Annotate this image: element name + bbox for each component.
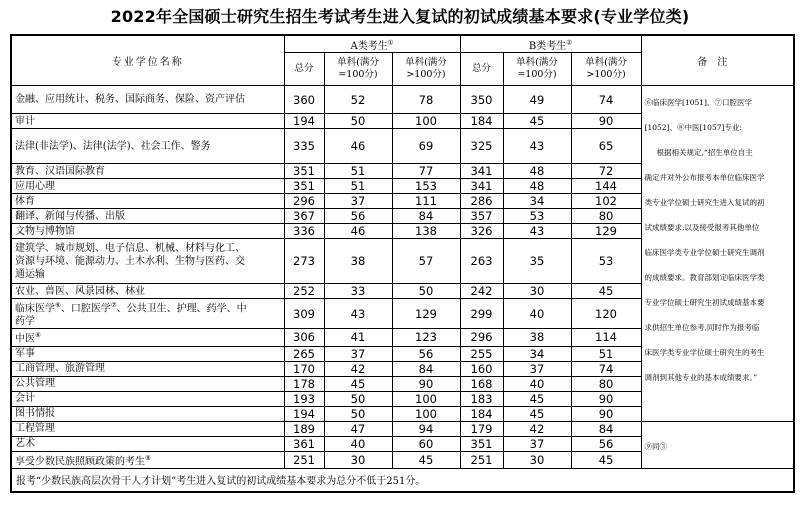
a-single100: 50 <box>324 114 392 129</box>
b-total: 326 <box>460 224 503 239</box>
a-total: 360 <box>284 86 324 114</box>
remarks-bottom: ⑨同③ <box>641 421 794 468</box>
remarks-line: 床医学类专业学位硕士研究生的考生 <box>644 348 765 357</box>
remarks-line: 调剂到其他专业的基本成绩要求。” <box>644 373 758 382</box>
a-single100: 50 <box>324 391 392 406</box>
remarks-line: 临床医学类专业学位硕士研究生调剂 <box>644 248 765 257</box>
b-single100: 38 <box>503 329 571 346</box>
a-total: 361 <box>284 436 324 451</box>
header-b-single100 <box>503 53 571 86</box>
a-single-gt100: 153 <box>392 179 460 194</box>
a-total: 170 <box>284 361 324 376</box>
b-single-gt100: 53 <box>571 239 641 284</box>
a-single100: 42 <box>324 361 392 376</box>
program-name: 审计 <box>11 114 284 129</box>
footnote-mark: ⑥ <box>55 301 61 309</box>
a-single100: 30 <box>324 451 392 468</box>
a-single100: 46 <box>324 224 392 239</box>
header-b-single100-line1: 单科(满分 <box>516 57 558 68</box>
b-total: 184 <box>460 114 503 129</box>
header-program-name: 专业学位名称 <box>11 35 284 86</box>
table-footer-row <box>11 468 794 492</box>
program-name: 图书情报 <box>11 406 284 421</box>
footer-note: 报考“少数民族高层次骨干人才计划”考生进入复试的初试成绩基本要求为总分不低于251分。 <box>11 468 794 492</box>
b-single100: 43 <box>503 224 571 239</box>
b-total: 168 <box>460 376 503 391</box>
b-single100: 53 <box>503 209 571 224</box>
b-single100: 40 <box>503 376 571 391</box>
program-name-line: 通运输 <box>15 268 45 280</box>
b-total: 251 <box>460 451 503 468</box>
b-single100: 35 <box>503 239 571 284</box>
header-group-b-note: ② <box>566 38 573 47</box>
a-single-gt100: 50 <box>392 284 460 299</box>
b-total: 179 <box>460 421 503 436</box>
b-single-gt100: 144 <box>571 179 641 194</box>
b-single100: 37 <box>503 436 571 451</box>
b-single-gt100: 74 <box>571 361 641 376</box>
a-single100: 33 <box>324 284 392 299</box>
a-total: 306 <box>284 329 324 346</box>
a-single-gt100: 56 <box>392 346 460 361</box>
program-name-part: 、口腔医学 <box>60 303 111 315</box>
b-single100: 48 <box>503 164 571 179</box>
a-total: 189 <box>284 421 324 436</box>
b-total: 286 <box>460 194 503 209</box>
b-single-gt100: 74 <box>571 86 641 114</box>
program-name: 会计 <box>11 391 284 406</box>
a-single-gt100: 77 <box>392 164 460 179</box>
a-single-gt100: 90 <box>392 376 460 391</box>
b-single-gt100: 56 <box>571 436 641 451</box>
a-total: 351 <box>284 164 324 179</box>
a-total: 252 <box>284 284 324 299</box>
header-b-total: 总分 <box>460 53 503 86</box>
header-a-single100-line1: 单科(满分 <box>337 57 379 68</box>
header-b-single-gt100 <box>571 53 641 86</box>
remarks-line: 确定并对外公布报考本单位临床医学 <box>644 173 765 182</box>
a-total: 251 <box>284 451 324 468</box>
a-single100: 37 <box>324 194 392 209</box>
header-b-single-gt100-line1: 单科(满分 <box>585 57 627 68</box>
program-name-part: 药学 <box>15 316 35 328</box>
page-title: 2022年全国硕士研究生招生考试考生进入复试的初试成绩基本要求(专业学位类) <box>110 7 690 26</box>
a-total: 273 <box>284 239 324 284</box>
a-single100: 47 <box>324 421 392 436</box>
b-single-gt100: 72 <box>571 164 641 179</box>
header-group-a-note: ① <box>387 38 394 47</box>
b-total: 351 <box>460 436 503 451</box>
b-single-gt100: 51 <box>571 346 641 361</box>
program-name: 翻译、新闻与传播、出版 <box>11 209 284 224</box>
b-single-gt100: 120 <box>571 299 641 329</box>
remarks-line: 的成绩要求。教育部划定临床医学类 <box>644 273 765 282</box>
b-total: 296 <box>460 329 503 346</box>
a-single-gt100: 60 <box>392 436 460 451</box>
remarks-line: 专业学位硕士研究生初试成绩基本要 <box>644 298 765 307</box>
b-single100: 37 <box>503 361 571 376</box>
b-total: 299 <box>460 299 503 329</box>
b-single100: 42 <box>503 421 571 436</box>
program-name: 教育、汉语国际教育 <box>11 164 284 179</box>
a-single-gt100: 84 <box>392 361 460 376</box>
b-total: 242 <box>460 284 503 299</box>
program-name: 应用心理 <box>11 179 284 194</box>
program-name-line: 资源与环境、能源动力、土木水利、生物与医药、交 <box>15 255 245 267</box>
b-total: 325 <box>460 129 503 164</box>
b-total: 263 <box>460 239 503 284</box>
header-a-single100 <box>324 53 392 86</box>
b-single-gt100: 90 <box>571 391 641 406</box>
header-remarks: 备注 <box>641 35 794 86</box>
a-single-gt100: 69 <box>392 129 460 164</box>
b-single-gt100: 129 <box>571 224 641 239</box>
a-single100: 38 <box>324 239 392 284</box>
a-single100: 50 <box>324 406 392 421</box>
program-name-part: 临床医学 <box>15 303 55 315</box>
a-single-gt100: 78 <box>392 86 460 114</box>
b-total: 160 <box>460 361 503 376</box>
table-row <box>11 86 794 114</box>
b-single100: 43 <box>503 129 571 164</box>
program-name-part: 中医 <box>15 333 35 345</box>
header-a-single-gt100-line2: >100分) <box>406 69 446 80</box>
score-requirements-table <box>10 34 795 493</box>
program-name: 法律(非法学)、法律(法学)、社会工作、警务 <box>11 129 284 164</box>
a-total: 367 <box>284 209 324 224</box>
footnote-mark: ⑧ <box>35 331 41 340</box>
b-total: 184 <box>460 406 503 421</box>
header-group-b <box>460 35 641 53</box>
a-total: 194 <box>284 406 324 421</box>
program-name: 艺术 <box>11 436 284 451</box>
b-single-gt100: 90 <box>571 406 641 421</box>
a-single-gt100: 94 <box>392 421 460 436</box>
a-total: 351 <box>284 179 324 194</box>
header-b-single-gt100-line2: >100分) <box>586 69 626 80</box>
remarks-line: ⑥临床医学[1051]、⑦口腔医学 <box>644 98 752 107</box>
b-single-gt100: 114 <box>571 329 641 346</box>
program-name <box>11 451 284 468</box>
header-group-a-label: A类考生 <box>350 40 388 52</box>
a-single100: 37 <box>324 346 392 361</box>
a-total: 194 <box>284 114 324 129</box>
table-row <box>11 421 794 436</box>
program-name: 公共管理 <box>11 376 284 391</box>
a-total: 296 <box>284 194 324 209</box>
program-name <box>11 329 284 346</box>
a-single-gt100: 100 <box>392 406 460 421</box>
b-single100: 48 <box>503 179 571 194</box>
program-name: 金融、应用统计、税务、国际商务、保险、资产评估 <box>11 86 284 114</box>
a-single-gt100: 100 <box>392 391 460 406</box>
a-single-gt100: 138 <box>392 224 460 239</box>
b-single-gt100: 45 <box>571 451 641 468</box>
header-a-single-gt100-line1: 单科(满分 <box>405 57 447 68</box>
a-single-gt100: 111 <box>392 194 460 209</box>
a-single-gt100: 123 <box>392 329 460 346</box>
b-single100: 34 <box>503 194 571 209</box>
program-name: 工商管理、旅游管理 <box>11 361 284 376</box>
a-single100: 45 <box>324 376 392 391</box>
remarks-line: 类专业学位硕士研究生进入复试的初 <box>644 198 765 207</box>
b-single-gt100: 45 <box>571 284 641 299</box>
program-name-line: 建筑学、城市规划、电子信息、机械、材料与化工、 <box>15 242 245 254</box>
a-single100: 41 <box>324 329 392 346</box>
b-single100: 40 <box>503 299 571 329</box>
header-b-single100-line2: =100分) <box>517 69 557 80</box>
a-single-gt100: 57 <box>392 239 460 284</box>
a-single100: 51 <box>324 164 392 179</box>
b-total: 350 <box>460 86 503 114</box>
remarks-line: 试成绩要求,以及接受报考其他单位 <box>644 223 760 232</box>
program-name-part: 享受少数民族照顾政策的考生 <box>15 455 145 467</box>
header-a-single-gt100 <box>392 53 460 86</box>
footnote-mark: ⑦ <box>110 301 117 309</box>
b-single100: 45 <box>503 406 571 421</box>
program-name: 军事 <box>11 346 284 361</box>
a-single-gt100: 129 <box>392 299 460 329</box>
a-single100: 43 <box>324 299 392 329</box>
a-total: 336 <box>284 224 324 239</box>
footnote-mark: ⑨ <box>145 453 151 462</box>
program-name <box>11 299 284 329</box>
a-total: 265 <box>284 346 324 361</box>
b-single100: 30 <box>503 284 571 299</box>
remarks-main <box>641 86 794 422</box>
b-total: 183 <box>460 391 503 406</box>
b-total: 255 <box>460 346 503 361</box>
a-single-gt100: 45 <box>392 451 460 468</box>
b-single-gt100: 65 <box>571 129 641 164</box>
a-single100: 46 <box>324 129 392 164</box>
b-total: 341 <box>460 179 503 194</box>
program-name: 工程管理 <box>11 421 284 436</box>
a-total: 335 <box>284 129 324 164</box>
a-single100: 52 <box>324 86 392 114</box>
a-single100: 40 <box>324 436 392 451</box>
a-single-gt100: 84 <box>392 209 460 224</box>
b-single100: 45 <box>503 114 571 129</box>
a-single-gt100: 100 <box>392 114 460 129</box>
b-single-gt100: 80 <box>571 376 641 391</box>
program-name: 文物与博物馆 <box>11 224 284 239</box>
program-name <box>11 239 284 284</box>
b-single-gt100: 84 <box>571 421 641 436</box>
b-single-gt100: 80 <box>571 209 641 224</box>
program-name: 农业、兽医、风景园林、林业 <box>11 284 284 299</box>
a-total: 178 <box>284 376 324 391</box>
a-single100: 56 <box>324 209 392 224</box>
b-single100: 30 <box>503 451 571 468</box>
b-single100: 34 <box>503 346 571 361</box>
a-total: 193 <box>284 391 324 406</box>
b-single-gt100: 102 <box>571 194 641 209</box>
program-name: 体育 <box>11 194 284 209</box>
header-a-single100-line2: =100分) <box>338 69 378 80</box>
b-single-gt100: 90 <box>571 114 641 129</box>
b-total: 357 <box>460 209 503 224</box>
header-group-b-label: B类考生 <box>528 40 567 52</box>
b-single100: 49 <box>503 86 571 114</box>
a-total: 309 <box>284 299 324 329</box>
header-group-a <box>284 35 460 53</box>
remarks-line: 根据相关规定,“招生单位自主 <box>656 148 753 157</box>
header-a-total: 总分 <box>284 53 324 86</box>
remarks-line: 求供招生单位参考,同时作为报考临 <box>644 323 760 332</box>
remarks-line: [1052]、⑧中医[1057]专业: <box>644 123 742 132</box>
program-name-part: 、公共卫生、护理、药学、中 <box>116 303 247 315</box>
b-single100: 45 <box>503 391 571 406</box>
b-total: 341 <box>460 164 503 179</box>
a-single100: 51 <box>324 179 392 194</box>
